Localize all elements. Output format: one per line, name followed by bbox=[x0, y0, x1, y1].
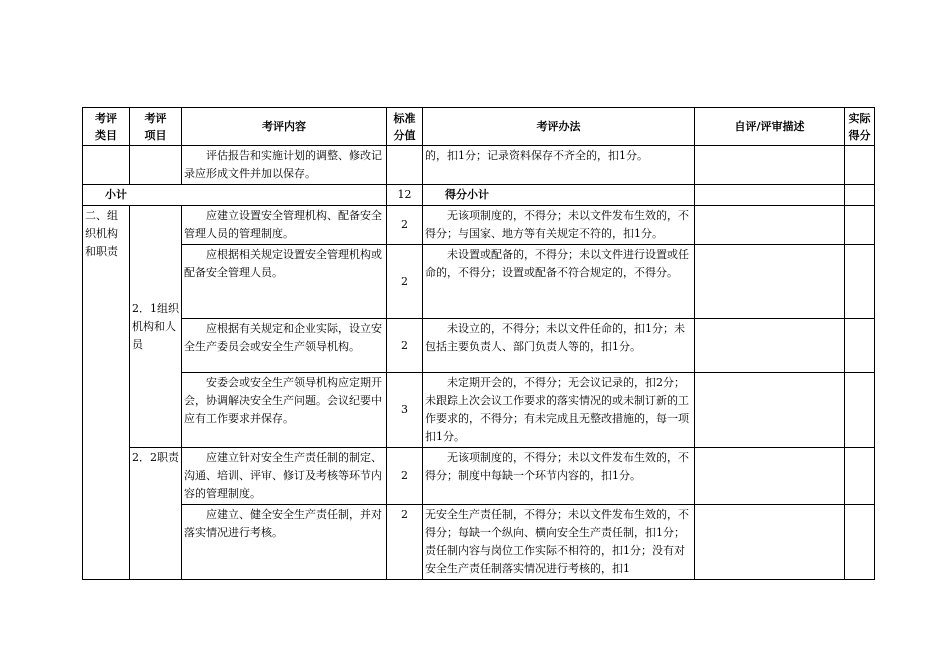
content-cell: 应建立设置安全管理机构、配备安全管理人员的管理制度。 bbox=[182, 206, 387, 245]
self-eval-cell bbox=[695, 185, 845, 206]
score-cell: 2 bbox=[387, 448, 423, 505]
category-2-cell: 二、组织机构和职责 bbox=[83, 206, 130, 580]
table-row bbox=[83, 448, 875, 505]
self-eval-cell bbox=[695, 505, 845, 580]
actual-score-cell bbox=[845, 373, 875, 448]
content-cell: 应建立、健全安全生产责任制，并对落实情况进行考核。 bbox=[182, 505, 387, 580]
actual-score-cell bbox=[845, 505, 875, 580]
actual-score-cell bbox=[845, 319, 875, 373]
table-row bbox=[83, 206, 875, 245]
subtotal-score: 12 bbox=[387, 185, 423, 206]
method-cell: 未定期开会的，不得分；无会议记录的，扣2分；未跟踪上次会议工作要求的落实情况的或未制订新的工作要求的，不得分；有未完成且无整改措施的，每一项扣1分。 bbox=[423, 373, 695, 448]
content-cell: 安委会或安全生产领导机构应定期开会，协调解决安全生产问题。会议纪要中应有工作要求并保存。 bbox=[182, 373, 387, 448]
header-content: 考评内容 bbox=[182, 108, 387, 146]
header-actual-score: 实际 得分 bbox=[845, 108, 875, 146]
actual-score-cell bbox=[845, 146, 875, 185]
header-score: 标准 分值 bbox=[387, 108, 423, 146]
method-cell: 未设立的，不得分；未以文件任命的，扣1分；未包括主要负责人、部门负责人等的，扣1分。 bbox=[423, 319, 695, 373]
actual-score-cell bbox=[845, 185, 875, 206]
header-category: 考评 类目 bbox=[83, 108, 130, 146]
score-cell: 2 bbox=[387, 319, 423, 373]
method-cell: 无该项制度的，不得分；未以文件发布生效的，不得分；制度中每缺一个环节内容的，扣1分。 bbox=[423, 448, 695, 505]
method-cell: 无该项制度的，不得分；未以文件发布生效的，不得分；与国家、地方等有关规定不符的，扣1分。 bbox=[423, 206, 695, 245]
actual-score-cell bbox=[845, 245, 875, 319]
subtotal-method-label: 得分小计 bbox=[423, 185, 695, 206]
score-cell bbox=[387, 146, 423, 185]
score-cell: 2 bbox=[387, 245, 423, 319]
method-cell: 无安全生产责任制，不得分；未以文件发布生效的，不得分；每缺一个纵向、横向安全生产责任制，扣1分；责任制内容与岗位工作实际不相符的，扣1分；没有对安全生产责任制落实情况进行考核的，扣1 bbox=[423, 505, 695, 580]
evaluation-table bbox=[82, 107, 875, 580]
table-row bbox=[83, 319, 875, 373]
table-row bbox=[83, 505, 875, 580]
table-row bbox=[83, 245, 875, 319]
table-row bbox=[83, 373, 875, 448]
table-row bbox=[83, 146, 875, 185]
self-eval-cell bbox=[695, 146, 845, 185]
subtotal-label: 小计 bbox=[83, 185, 387, 206]
method-cell: 未设置或配备的，不得分；未以文件进行设置或任命的，不得分；设置或配备不符合规定的，不得分。 bbox=[423, 245, 695, 319]
item-2-2-cell: 2．2职责 bbox=[130, 448, 182, 580]
score-cell: 3 bbox=[387, 373, 423, 448]
item-2-1-cell: 2．1组织机构和人员 bbox=[130, 206, 182, 448]
actual-score-cell bbox=[845, 448, 875, 505]
self-eval-cell bbox=[695, 373, 845, 448]
self-eval-cell bbox=[695, 448, 845, 505]
header-row bbox=[83, 108, 875, 146]
item-cell bbox=[130, 146, 182, 185]
method-cell: 的，扣1分；记录资料保存不齐全的，扣1分。 bbox=[423, 146, 695, 185]
header-method: 考评办法 bbox=[423, 108, 695, 146]
self-eval-cell bbox=[695, 319, 845, 373]
content-cell: 评估报告和实施计划的调整、修改记录应形成文件并加以保存。 bbox=[182, 146, 387, 185]
content-cell: 应建立针对安全生产责任制的制定、沟通、培训、评审、修订及考核等环节内容的管理制度。 bbox=[182, 448, 387, 505]
self-eval-cell bbox=[695, 245, 845, 319]
category-cell bbox=[83, 146, 130, 185]
score-cell: 2 bbox=[387, 206, 423, 245]
content-cell: 应根据有关规定和企业实际，设立安全生产委员会或安全生产领导机构。 bbox=[182, 319, 387, 373]
header-item: 考评 项目 bbox=[130, 108, 182, 146]
content-cell: 应根据相关规定设置安全管理机构或配备安全管理人员。 bbox=[182, 245, 387, 319]
score-cell: 2 bbox=[387, 505, 423, 580]
subtotal-row bbox=[83, 185, 875, 206]
self-eval-cell bbox=[695, 206, 845, 245]
actual-score-cell bbox=[845, 206, 875, 245]
header-self-eval: 自评/评审描述 bbox=[695, 108, 845, 146]
